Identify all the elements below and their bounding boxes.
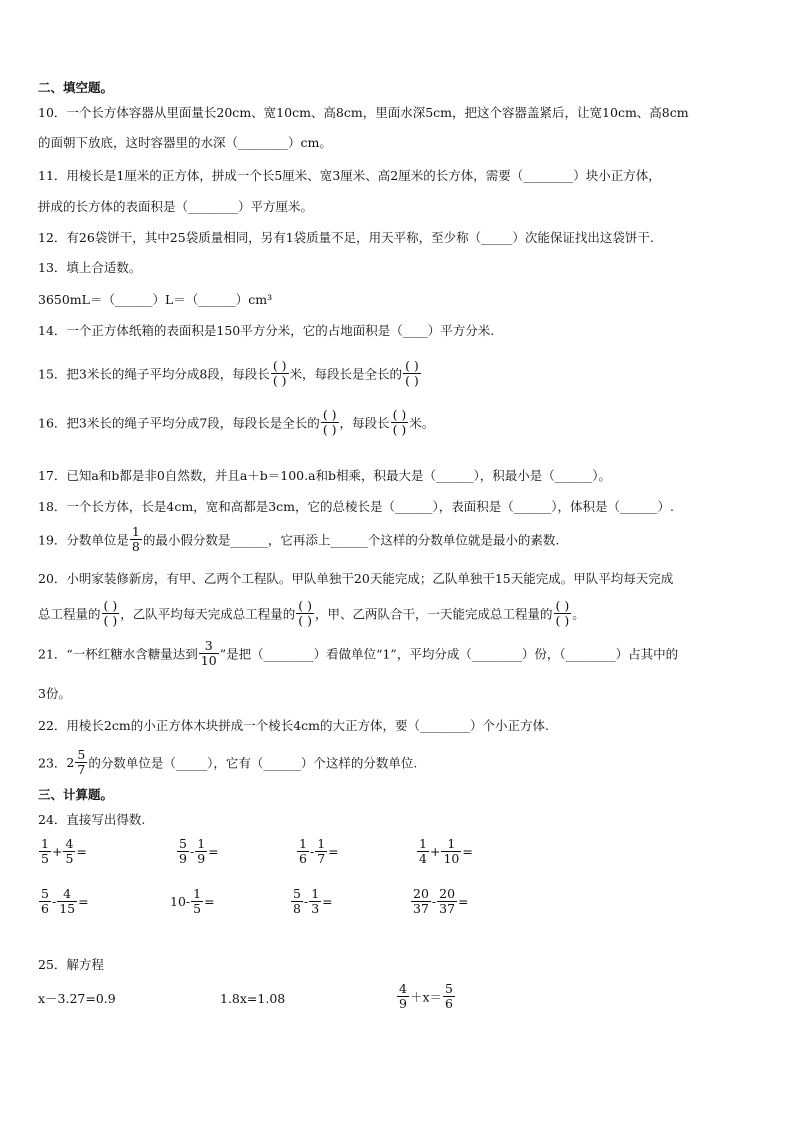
- q23-whole: 2: [66, 755, 75, 770]
- q23: [38, 748, 417, 777]
- q16: [38, 408, 434, 437]
- fraction-denominator: 5: [193, 901, 202, 916]
- q25-equation-3: [396, 982, 456, 1011]
- q19-text-b: 的最小假分数是______，它再添上______个这样的分数单位就是最小的素数.: [142, 532, 560, 548]
- fraction-denominator: ( ): [272, 373, 287, 388]
- q24-expr-2: [176, 837, 219, 866]
- fraction-denominator: 9: [399, 996, 407, 1011]
- q25-equation-1: x－3.27=0.9: [38, 991, 116, 1006]
- fraction: [437, 887, 457, 916]
- q20-line2: [38, 599, 585, 628]
- fraction-denominator: 37: [413, 901, 429, 916]
- q25-title: 25．解方程: [38, 957, 104, 972]
- fraction-denominator: ( ): [298, 613, 312, 628]
- fraction-numerator: ( ): [405, 358, 419, 373]
- fraction-denominator: 6: [41, 901, 49, 916]
- fraction-denominator: ( ): [103, 613, 118, 628]
- q21-line1: [38, 639, 678, 668]
- q23-fraction: [75, 748, 87, 777]
- q20-text-c: ，甲、乙两队合干，一天能完成总工程量的: [315, 606, 553, 622]
- fraction-numerator: 1: [299, 836, 307, 851]
- fraction-denominator: ( ): [322, 422, 337, 437]
- fraction-denominator: ( ): [555, 613, 570, 628]
- fraction-numerator: 5: [293, 886, 301, 901]
- fraction-denominator: 15: [59, 901, 76, 916]
- fraction: [315, 837, 327, 866]
- fraction: [411, 887, 431, 916]
- fraction-numerator: ( ): [392, 407, 407, 422]
- fraction-numerator: 1: [317, 836, 326, 851]
- fraction-numerator: 1: [41, 836, 49, 851]
- fraction-numerator: 1: [441, 837, 461, 852]
- fraction-denominator: 7: [317, 851, 326, 866]
- q10-line1: 10．一个长方体容器从里面量长20cm、宽10cm、高8cm，里面水深5cm，把这个容器盖紧后，让宽10cm、高8cm: [38, 105, 689, 120]
- fraction-denominator: 9: [197, 851, 206, 866]
- q16-text-b: ，每段长: [339, 415, 390, 431]
- fraction-denominator: 4: [419, 851, 427, 866]
- fraction: [57, 887, 77, 916]
- fraction: [191, 887, 203, 916]
- fraction-denominator: 37: [439, 901, 456, 916]
- q14: 14．一个正方体纸箱的表面积是150平方分米，它的占地面积是（____）平方分米.: [38, 323, 495, 338]
- section-title-calculation: 三、计算题。: [38, 787, 114, 802]
- fraction-denominator: 8: [293, 901, 301, 916]
- fraction-numerator: 20: [413, 886, 429, 901]
- q17: 17．已知a和b都是非0自然数，并且a＋b＝100.a和b相乘，积最大是（______），积最小是（______）。: [38, 468, 612, 483]
- q11-line2: 拼成的长方体的表面积是（________）平方厘米。: [38, 199, 314, 214]
- operator: -: [51, 894, 57, 909]
- fraction: [195, 837, 207, 866]
- q15-text-a: 15．把3米长的绳子平均分成8段，每段长: [38, 366, 270, 382]
- q20-text-a: 总工程量的: [38, 606, 101, 622]
- q13-conversion: 3650mL＝（______）L＝（______）cm³: [38, 292, 273, 307]
- q19: [38, 525, 559, 554]
- fraction-denominator: 10: [443, 851, 460, 866]
- fraction-denominator: 6: [445, 996, 453, 1011]
- fraction-denominator: 7: [77, 762, 86, 777]
- q12: 12．有26袋饼干，其中25袋质量相同，另有1袋质量不足，用天平称，至少称（_____）次能保证找出这袋饼干.: [38, 230, 654, 245]
- equals-sign: =: [204, 894, 215, 909]
- fraction-denominator: 5: [41, 851, 49, 866]
- operator: -: [431, 894, 437, 909]
- operator: -: [309, 844, 315, 859]
- fraction-denominator: 6: [299, 851, 307, 866]
- fraction-numerator: 4: [399, 981, 407, 996]
- q24-title: 24．直接写出得数.: [38, 812, 146, 827]
- fraction-numerator: 5: [445, 981, 453, 996]
- q19-fraction: [130, 525, 142, 554]
- q21-text-b: ”是把（________）看做单位“1”，平均分成（________）份，（________）占其中的: [219, 646, 679, 662]
- fraction: [39, 837, 51, 866]
- q10-line2: 的面朝下放底，这时容器里的水深（________）cm。: [38, 135, 332, 150]
- operator: -: [303, 894, 309, 909]
- q15-text-b: 米，每段长是全长的: [289, 366, 403, 382]
- q21-text-a: 21．“一杯红糖水含糖量达到: [38, 646, 198, 662]
- fraction-numerator: 4: [57, 887, 77, 902]
- fraction: [397, 982, 409, 1011]
- fraction-numerator: 5: [41, 886, 49, 901]
- fraction-numerator: 1: [193, 886, 202, 901]
- q24-expr-4: [416, 837, 473, 866]
- equals-sign: =: [322, 894, 333, 909]
- fraction-numerator: 20: [439, 886, 456, 901]
- q16-text-c: 米。: [409, 415, 435, 431]
- fraction-denominator: 5: [65, 851, 74, 866]
- q13: 13．填上合适数。: [38, 260, 142, 275]
- q20-fraction-blank-2: [296, 599, 314, 628]
- fraction-numerator: ( ): [103, 598, 118, 613]
- fraction-numerator: 3: [199, 639, 219, 654]
- q11-line1: 11．用棱长是1厘米的正方体，拼成一个长5厘米、宽3厘米、高2厘米的长方体，需要（________）块小正方体，: [38, 168, 661, 183]
- fraction-numerator: 4: [65, 836, 74, 851]
- equation-middle: ＋x＝: [409, 989, 443, 1005]
- q16-fraction-blank-2: [391, 408, 409, 437]
- equals-sign: =: [328, 844, 339, 859]
- q15: [38, 359, 422, 388]
- fraction-numerator: ( ): [555, 598, 570, 613]
- whole-number: 10-: [170, 894, 191, 909]
- fraction-denominator: 8: [131, 539, 140, 554]
- q24-expr-6: [170, 887, 215, 916]
- fraction: [443, 982, 455, 1011]
- q19-text-a: 19．分数单位是: [38, 532, 129, 548]
- equals-sign: =: [208, 844, 219, 859]
- q24-expr-5: [38, 887, 89, 916]
- q25-equation-2: 1.8x=1.08: [220, 991, 286, 1006]
- q20-line1: 20．小明家装修新房，有甲、乙两个工程队。甲队单独干20天能完成；乙队单独干15天能完成。甲队平均每天完成: [38, 571, 674, 586]
- q16-fraction-blank-1: [321, 408, 339, 437]
- q24-expr-8: [410, 887, 469, 916]
- q18: 18．一个长方体，长是4cm，宽和高都是3cm，它的总棱长是（______），表面积是（______），体积是（______）.: [38, 499, 674, 514]
- fraction: [441, 837, 461, 866]
- q20-fraction-blank-1: [102, 599, 120, 628]
- fraction-denominator: 3: [311, 901, 320, 916]
- fraction: [309, 887, 321, 916]
- fraction: [177, 837, 189, 866]
- fraction-numerator: 5: [77, 747, 86, 762]
- fraction-denominator: ( ): [405, 373, 419, 388]
- fraction-numerator: 1: [131, 524, 140, 539]
- fraction-numerator: ( ): [298, 598, 312, 613]
- section-title-fill-in: 二、填空题。: [38, 80, 114, 95]
- q22: 22．用棱长2cm的小正方体木块拼成一个棱长4cm的大正方体，要（________）个小正方体.: [38, 718, 549, 733]
- q24-expr-7: [290, 887, 333, 916]
- fraction-numerator: ( ): [322, 407, 337, 422]
- fraction-denominator: 9: [179, 851, 187, 866]
- operator: +: [51, 844, 63, 859]
- fraction-numerator: ( ): [272, 358, 287, 373]
- fraction: [39, 887, 51, 916]
- q15-fraction-blank-2: [403, 359, 421, 388]
- fraction: [291, 887, 303, 916]
- q20-text-d: 。: [572, 606, 585, 622]
- fraction: [63, 837, 75, 866]
- q24-expr-1: [38, 837, 87, 866]
- fraction-numerator: 1: [197, 836, 206, 851]
- q21-fraction: [199, 639, 219, 668]
- equals-sign: =: [462, 844, 473, 859]
- equals-sign: =: [458, 894, 469, 909]
- fraction: [297, 837, 309, 866]
- q23-text-b: 的分数单位是（_____），它有（______）个这样的分数单位.: [88, 755, 418, 771]
- q23-text-a: 23．: [38, 755, 67, 771]
- fraction-denominator: ( ): [392, 422, 407, 437]
- q21-line2: 3份。: [38, 686, 71, 701]
- fraction-denominator: 10: [200, 653, 217, 668]
- q16-text-a: 16．把3米长的绳子平均分成7段，每段长是全长的: [38, 415, 320, 431]
- fraction-numerator: 1: [311, 886, 320, 901]
- operator: -: [189, 844, 195, 859]
- fraction-numerator: 5: [179, 836, 187, 851]
- q20-fraction-blank-3: [554, 599, 572, 628]
- q20-text-b: ，乙队平均每天完成总工程量的: [120, 606, 296, 622]
- operator: +: [429, 844, 441, 859]
- q24-expr-3: [296, 837, 339, 866]
- fraction: [417, 837, 429, 866]
- equals-sign: =: [76, 844, 87, 859]
- q15-fraction-blank-1: [271, 359, 289, 388]
- equals-sign: =: [78, 894, 89, 909]
- fraction-numerator: 1: [419, 836, 427, 851]
